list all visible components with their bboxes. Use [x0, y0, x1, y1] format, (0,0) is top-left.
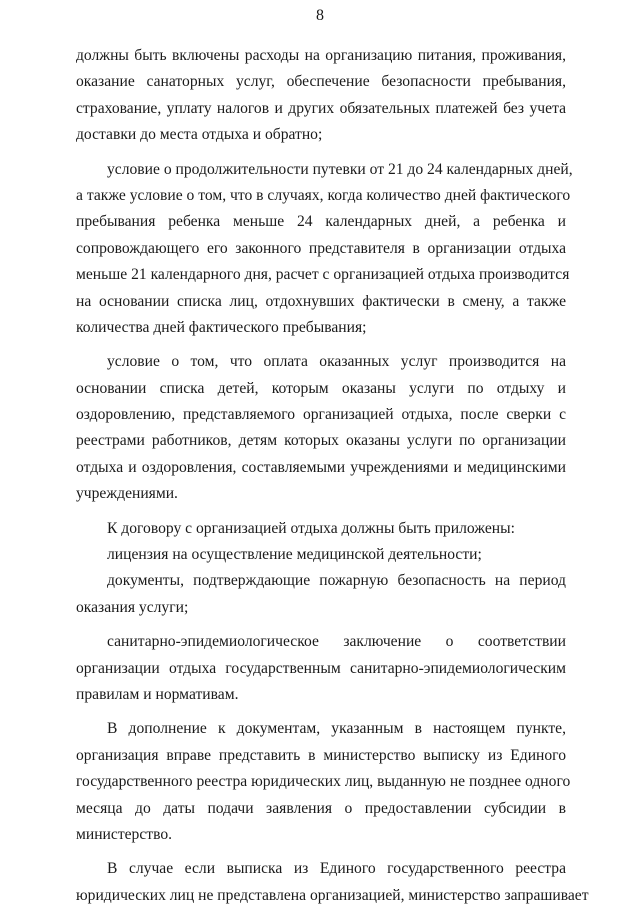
paragraph-gap: [76, 508, 566, 516]
text-line: на основании списка лиц, отдохнувших фактически в смену, а также: [76, 292, 566, 310]
paragraph-gap: [76, 341, 566, 349]
text-line: правилам и нормативам.: [76, 685, 239, 703]
text-line: В случае если выписка из Единого государственного реестра: [107, 860, 566, 878]
text-line: документы, подтверждающие пожарную безопасность на период: [107, 572, 566, 590]
text-line: а также условие о том, что в случаях, когда количество дней фактического: [76, 186, 571, 204]
page-number: 8: [316, 7, 324, 24]
paragraph-gap: [76, 708, 566, 716]
text-line: санитарно-эпидемиологическое заключение о соответствии: [107, 633, 566, 651]
text-line: лицензия на осуществление медицинской деятельности;: [107, 546, 482, 564]
text-line: пребывания ребенка меньше 24 календарных дней, а ребенка и: [76, 213, 566, 231]
text-line: В дополнение к документам, указанным в настоящем пункте,: [107, 720, 566, 738]
text-line: должны быть включены расходы на организацию питания, проживания,: [76, 47, 566, 64]
text-line: оказание санаторных услуг, обеспечение безопасности пребывания,: [76, 73, 566, 91]
paragraph-gap: [76, 149, 566, 157]
text-line: страхование, уплату налогов и других обязательных платежей без учета: [76, 99, 566, 117]
text-line: количества дней фактического пребывания;: [76, 318, 367, 336]
text-line: К договору с организацией отдыха должны быть приложены:: [107, 519, 515, 537]
text-line: сопровождающего его законного представителя в организации отдыха: [76, 239, 566, 257]
text-line: государственного реестра юридических лиц, выданную не позднее одного: [76, 773, 571, 791]
document-body: [76, 43, 589, 909]
text-line: меньше 21 календарного дня, расчет с организацией отдыха производится: [76, 266, 570, 284]
text-line: месяца до даты подачи заявления о предоставлении субсидии в: [76, 799, 566, 817]
text-line: министерство.: [76, 825, 173, 843]
paragraph-gap: [76, 848, 566, 856]
text-line: организации отдыха государственным санитарно-эпидемиологическим: [76, 659, 566, 677]
text-line: отдыха и оздоровления, составляемыми учреждениями и медицинскими: [76, 458, 566, 476]
text-line: основании списка детей, которым оказаны услуги по отдыху и: [76, 379, 566, 397]
text-line: условие о том, что оплата оказанных услуг производится на: [107, 353, 566, 371]
paragraph-gap: [76, 621, 566, 629]
text-line: условие о продолжительности путевки от 21 до 24 календарных дней,: [107, 160, 573, 178]
text-line: доставки до места отдыха и обратно;: [76, 126, 323, 144]
text-line: юридических лиц не представлена организацией, министерство запрашивает: [76, 886, 589, 904]
text-line: учреждениями.: [76, 485, 178, 503]
text-line: оздоровлению, представляемого организацией отдыха, после сверки с: [76, 406, 566, 424]
text-line: оказания услуги;: [76, 598, 189, 616]
text-line: реестрами работников, детям которых оказаны услуги по организации: [76, 432, 566, 450]
text-line: организация вправе представить в министерство выписку из Единого: [76, 746, 566, 764]
